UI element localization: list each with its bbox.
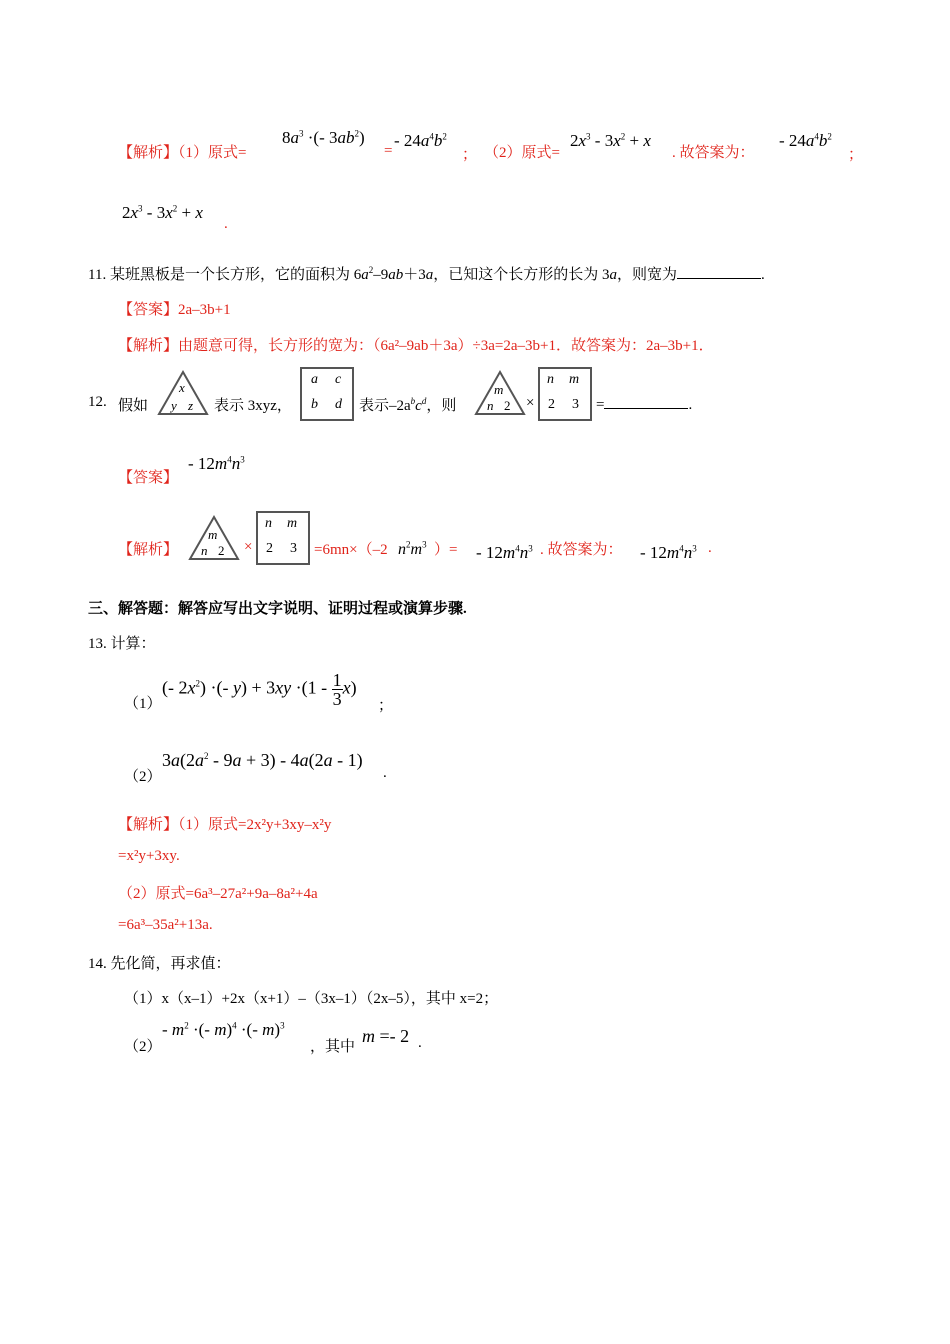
q11-text-a: 某班黑板是一个长方形，它的面积为 6 [109, 267, 362, 283]
q12-eq: = [596, 397, 605, 413]
q13-p2-end: . [383, 765, 387, 781]
q11-answer [118, 298, 231, 319]
q13-jiexi-4: =6a³–35a²+13a. [118, 917, 213, 933]
box-br: 3 [572, 397, 579, 412]
q12-jiexi-c: ）= [434, 542, 458, 558]
q13-header [88, 632, 156, 653]
box-tr: m [569, 372, 580, 387]
tri-top: m [208, 527, 218, 542]
q12-jiexi-times: × [244, 539, 253, 555]
q13-number: 13. [88, 636, 107, 652]
tri-bl: n [201, 543, 208, 558]
q13-jiexi-1 [118, 813, 331, 834]
q14-title: 先化简，再求值： [110, 956, 231, 972]
q10-part1-result: - $24a^4b^2$ [394, 131, 447, 150]
q11-question: 11. 某班黑板是一个长方形，它的面积为 $6a^2-9ab+3a$，已知这个长方形的长为 3a，则宽为 . [88, 265, 765, 283]
q13-jiexi-2: =x²y+3xy. [118, 848, 180, 864]
box-tl: n [265, 516, 272, 531]
q10-end: . [224, 216, 228, 232]
q13-p2-expr: $3a(2a^2 - 9a + 3) - 4a(2a - 1)$ [162, 750, 363, 770]
q12-end: . [688, 397, 693, 413]
q13-title: 计算： [110, 636, 156, 652]
jiexi-tag: 【解析】 [118, 817, 179, 833]
q11-answer-value: 2a–3b+1 [178, 302, 231, 318]
q10-sep1: ； [462, 147, 478, 163]
q12-text-a: 假如 [118, 398, 149, 414]
q10-part2-expr: $2x^3 - 3x^2 + x$ [570, 131, 651, 150]
q12-jiexi-answer: - $12m^4n^3$ [640, 543, 697, 562]
q11-text-b: –9 [373, 267, 389, 283]
q14-p2-cond: m =- 2 [362, 1026, 410, 1046]
q12-text-b: 表示 3xyz， [214, 398, 292, 414]
triangle-mn2-jiexi [188, 515, 240, 561]
q14-p2-end: . [418, 1035, 422, 1051]
q12-eq-blank [596, 394, 692, 414]
triangle-mn2 [474, 370, 526, 416]
box-tr: m [287, 516, 298, 531]
triangle-xyz [157, 370, 209, 416]
section-title: 三、解答题：解答应写出文字说明、证明过程或演算步骤. [88, 601, 467, 617]
q12-answer-tag: 【答案】 [118, 470, 179, 486]
q11-text-c: ＋3 [403, 267, 426, 283]
box-tl: n [547, 372, 554, 387]
jiexi-tag: 【解析】 [118, 338, 179, 354]
q12-jiexi-tag: 【解析】 [118, 542, 179, 558]
q11-number: 11. [88, 267, 107, 283]
box-br: d [335, 397, 342, 412]
q10-answer2: $2x^3 - 3x^2 + x$ [122, 203, 203, 222]
q13-p1-expr: (- $2x^2$) ·(- y) + 3xy ·(1 - $\frac{1}{3}$ x) [162, 670, 357, 709]
tri-bl: n [487, 398, 494, 413]
q10-part1-expr: $8a^3$ ·(- $3ab^2$) [282, 128, 365, 147]
q10-answer-intro: . 故答案为： [672, 145, 755, 161]
answer-blank [677, 264, 761, 279]
q10-eq: = [384, 143, 393, 159]
q14-p2-expr: - $m^2$ ·(- m)$^4$ ·(- m)$^3$ [162, 1020, 285, 1039]
box-bl: 2 [266, 541, 273, 556]
q13-jiexi-3: （2）原式=6a³–27a²+9a–8a²+4a [118, 886, 318, 902]
q10-jiexi-line [118, 141, 246, 162]
q14-header [88, 952, 231, 973]
q10-part2-label: （2）原式= [484, 145, 560, 161]
tri-br: z [188, 398, 194, 413]
box-bl: b [311, 397, 318, 412]
q11-text-d: ，已知这个长方形的长为 3 [433, 267, 610, 283]
tri-br: 2 [218, 543, 225, 558]
q12-jiexi-end: . [708, 540, 712, 556]
q11-jiexi [118, 334, 714, 355]
q11-text-e: ，则宽为 [617, 267, 678, 283]
q14-p2-label: （2） [124, 1039, 162, 1055]
tri-top: x [179, 380, 185, 395]
q12-text-d: ，则 [426, 398, 457, 414]
q12-jiexi-b: $n^2m^3$ [398, 539, 427, 558]
tri-bl: y [171, 398, 177, 413]
q12-jiexi-result: - $12m^4n^3$ [476, 543, 533, 562]
q12-number: 12. [88, 394, 107, 410]
q12-jiexi-a: =6mn×（–2 [314, 542, 388, 558]
q13-p1-end: ； [378, 698, 394, 714]
q10-answer1: - $24a^4b^2$ [779, 131, 832, 150]
tri-top: m [494, 382, 504, 397]
q12-text-c-label: 表示–2a [359, 398, 411, 414]
box-tl: a [311, 372, 318, 387]
part1-label: （1）原式= [178, 145, 247, 161]
q12-answer: - $12m^4n^3$ [188, 454, 245, 473]
q10-sep2: ； [848, 147, 864, 163]
q13-line1: （1）原式=2x²y+3xy–x²y [178, 817, 332, 833]
q14-p1: （1）x（x–1）+2x（x+1）–（3x–1）（2x–5），其中 x=2； [124, 991, 499, 1007]
answer-tag: 【答案】 [118, 302, 179, 318]
jiexi-tag: 【解析】 [118, 145, 179, 161]
box-bl: 2 [548, 397, 555, 412]
tri-br: 2 [504, 398, 511, 413]
q13-p1-label: （1） [124, 696, 162, 712]
q12-jiexi-d: . 故答案为： [540, 542, 623, 558]
q12-times: × [526, 395, 535, 411]
q11-jiexi-text: 由题意可得，长方形的宽为：（6a²–9ab＋3a）÷3a=2a–3b+1．故答案为：2a–3b+1． [178, 338, 714, 354]
q14-number: 14. [88, 956, 107, 972]
box-nm23 [538, 367, 592, 421]
q12-text-c: 表示$-2a^bc^d$，则 [359, 396, 457, 414]
q14-p2-mid: ，其中 [310, 1039, 356, 1055]
answer-blank [604, 394, 688, 409]
box-nm23-jiexi [256, 511, 310, 565]
q11-end: . [761, 267, 765, 283]
q13-p2-label: （2） [124, 769, 162, 785]
box-tr: c [335, 372, 342, 387]
box-abcd [300, 367, 354, 421]
box-br: 3 [290, 541, 297, 556]
